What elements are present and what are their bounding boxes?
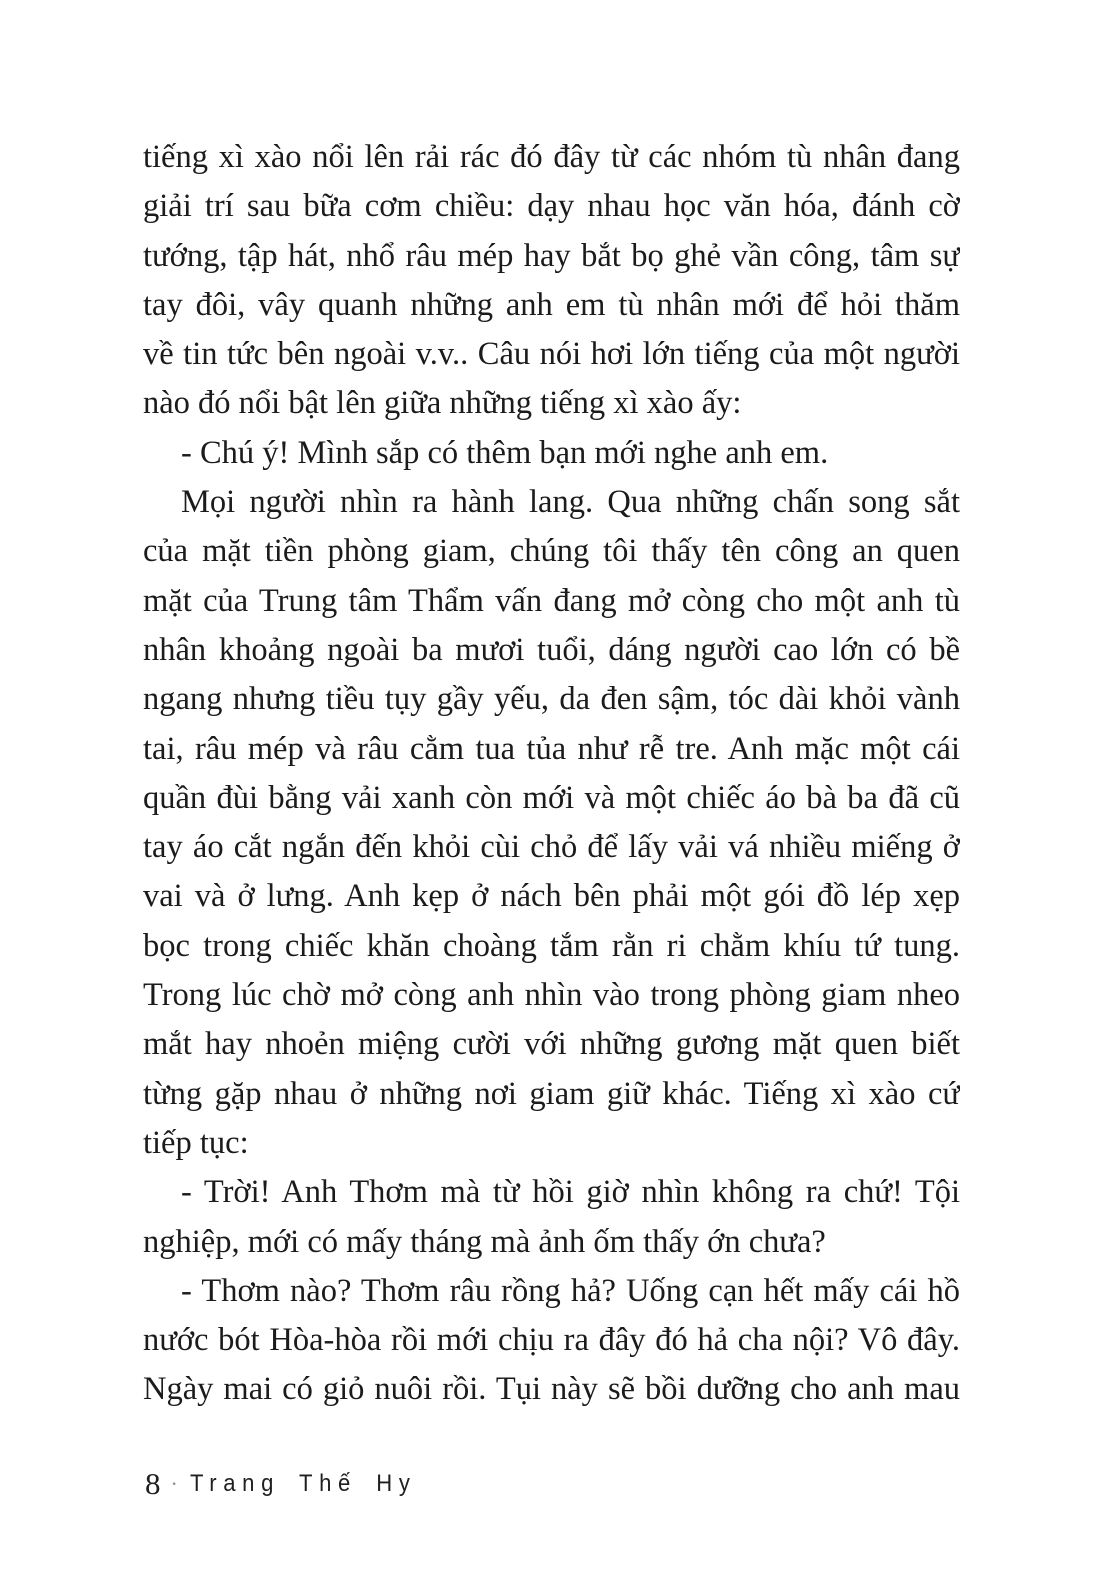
text-line: tướng, tập hát, nhổ râu mép hay bắt bọ ghẻ vần công, tâm sự <box>143 237 960 274</box>
text-line: tiếp tục: <box>143 1124 249 1161</box>
text-line: vai và ở lưng. Anh kẹp ở nách bên phải một gói đồ lép xẹp <box>143 878 960 915</box>
author-name: Trang Thế Hy <box>189 1470 417 1497</box>
text-line: nước bót Hòa-hòa rồi mới chịu ra đây đó hả cha nội? Vô đây. <box>143 1322 960 1359</box>
text-line: tay đôi, vây quanh những anh em tù nhân mới để hỏi thăm <box>143 286 960 323</box>
page-number: 8 <box>145 1466 161 1501</box>
text-line: mắt hay nhoẻn miệng cười với những gương mặt quen biết <box>143 1026 960 1063</box>
text-line: tiếng xì xào nổi lên rải rác đó đây từ các nhóm tù nhân đang <box>143 139 960 175</box>
text-line: quần đùi bằng vải xanh còn mới và một chiếc áo bà ba đã cũ <box>143 779 960 816</box>
text-line: tay áo cắt ngắn đến khỏi cùi chỏ để lấy vải vá nhiều miếng ở <box>143 829 960 866</box>
text-line: Ngày mai có giỏ nuôi rồi. Tụi này sẽ bồi dưỡng cho anh mau <box>143 1371 960 1408</box>
text-line: Trong lúc chờ mở còng anh nhìn vào trong phòng giam nheo <box>143 977 960 1014</box>
text-line: nhân khoảng ngoài ba mươi tuổi, dáng người cao lớn có bề <box>143 631 960 668</box>
text-line: ngang nhưng tiều tụy gầy yếu, da đen sậm, tóc dài khỏi vành <box>143 681 960 718</box>
text-line: của mặt tiền phòng giam, chúng tôi thấy tên công an quen <box>143 533 960 570</box>
text-line: - Trời! Anh Thơm mà từ hồi giờ nhìn không ra chứ! Tội <box>181 1174 960 1211</box>
text-line: tai, râu mép và râu cằm tua tủa như rễ tre. Anh mặc một cái <box>143 730 960 767</box>
text-line: về tin tức bên ngoài v.v.. Câu nói hơi lớn tiếng của một người <box>143 336 960 373</box>
text-line: nghiệp, mới có mấy tháng mà ảnh ốm thấy ớn chưa? <box>143 1223 826 1260</box>
body-text-block <box>143 133 960 1415</box>
text-line: bọc trong chiếc khăn choàng tắm rằn ri chằm khíu tứ tung. <box>143 927 960 964</box>
footer-separator-dot: · <box>170 1471 178 1496</box>
text-line: Mọi người nhìn ra hành lang. Qua những chấn song sắt <box>181 484 960 521</box>
text-line: mặt của Trung tâm Thẩm vấn đang mở còng cho một anh tù <box>143 582 960 619</box>
text-line: từng gặp nhau ở những nơi giam giữ khác. Tiếng xì xào cứ <box>143 1075 960 1112</box>
page-footer <box>145 1464 436 1504</box>
text-line: nào đó nổi bật lên giữa những tiếng xì xào ấy: <box>143 385 742 422</box>
text-line: giải trí sau bữa cơm chiều: dạy nhau học văn hóa, đánh cờ <box>143 188 960 225</box>
text-line: - Chú ý! Mình sắp có thêm bạn mới nghe anh em. <box>181 434 829 471</box>
text-line: - Thơm nào? Thơm râu rồng hả? Uống cạn hết mấy cái hồ <box>181 1272 960 1309</box>
